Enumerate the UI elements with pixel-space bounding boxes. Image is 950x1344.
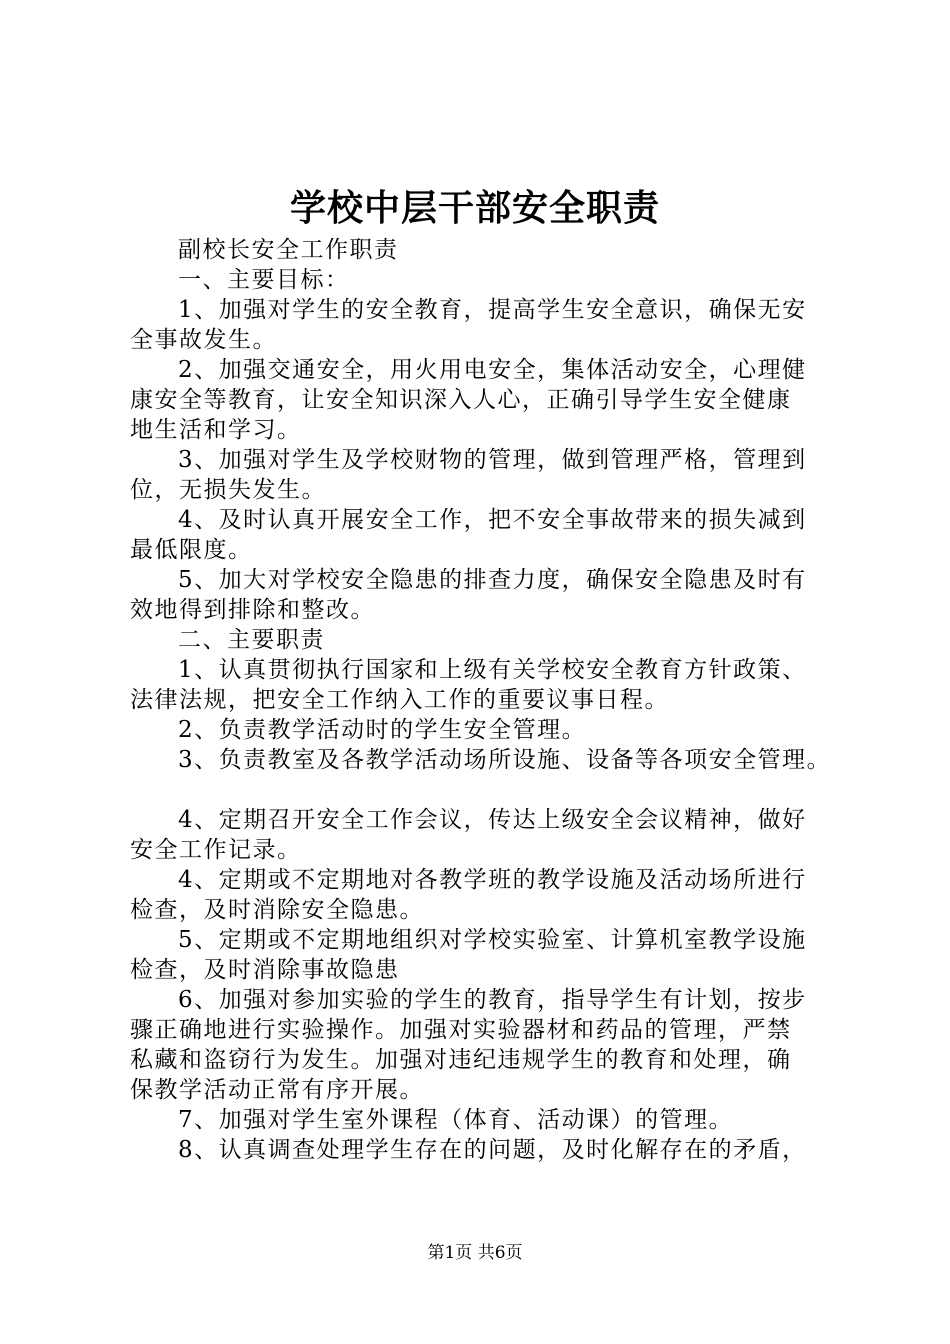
- text-line: 安全工作记录。: [130, 837, 302, 863]
- text-line: 康安全等教育，让安全知识深入人心，正确引导学生安全健康: [130, 387, 792, 413]
- text-line: 副校长安全工作职责: [178, 237, 399, 263]
- text-line: 4、及时认真开展安全工作，把不安全事故带来的损失减到: [178, 507, 807, 533]
- text-line: 5、定期或不定期地组织对学校实验室、计算机室教学设施: [178, 927, 807, 953]
- text-line: 4、定期召开安全工作会议，传达上级安全会议精神，做好: [178, 807, 807, 833]
- text-line: 4、定期或不定期地对各教学班的教学设施及活动场所进行: [178, 867, 807, 893]
- document-body: [130, 235, 840, 1165]
- text-line: 效地得到排除和整改。: [130, 597, 375, 623]
- text-line: 保教学活动正常有序开展。: [130, 1077, 424, 1103]
- text-line: 位，无损失发生。: [130, 477, 326, 503]
- page-title: 学校中层干部安全职责: [289, 187, 660, 229]
- text-line: 6、加强对参加实验的学生的教育，指导学生有计划，按步: [178, 987, 807, 1013]
- text-line: 1、认真贯彻执行国家和上级有关学校安全教育方针政策、: [178, 657, 807, 683]
- text-line: 地生活和学习。: [130, 417, 302, 443]
- text-line: 1、加强对学生的安全教育，提高学生安全意识，确保无安: [178, 297, 807, 323]
- text-line: 私藏和盗窃行为发生。加强对违纪违规学生的教育和处理，确: [130, 1047, 792, 1073]
- text-line: 8、认真调查处理学生存在的问题，及时化解存在的矛盾，: [178, 1137, 807, 1163]
- page-footer: 第1页 共6页: [427, 1243, 523, 1263]
- text-line: 骤正确地进行实验操作。加强对实验器材和药品的管理，严禁: [130, 1017, 792, 1043]
- text-line: 2、负责教学活动时的学生安全管理。: [178, 717, 587, 743]
- text-line: 3、加强对学生及学校财物的管理，做到管理严格，管理到: [178, 447, 807, 473]
- text-line: 5、加大对学校安全隐患的排查力度，确保安全隐患及时有: [178, 567, 807, 593]
- text-line: 3、负责教室及各教学活动场所设施、设备等各项安全管理。: [178, 747, 832, 773]
- text-line: 法律法规，把安全工作纳入工作的重要议事日程。: [130, 687, 669, 713]
- text-line: 检查，及时消除事故隐患: [130, 957, 400, 983]
- text-line: 二、主要职责: [178, 627, 325, 653]
- text-line: 全事故发生。: [130, 327, 277, 353]
- text-line: 2、加强交通安全，用火用电安全，集体活动安全，心理健: [178, 357, 807, 383]
- text-line: 最低限度。: [130, 537, 253, 563]
- text-line: 7、加强对学生室外课程（体育、活动课）的管理。: [178, 1107, 734, 1133]
- text-line: 检查，及时消除安全隐患。: [130, 897, 424, 923]
- text-line: 一、主要目标：: [178, 267, 350, 293]
- blank-line: [130, 775, 840, 805]
